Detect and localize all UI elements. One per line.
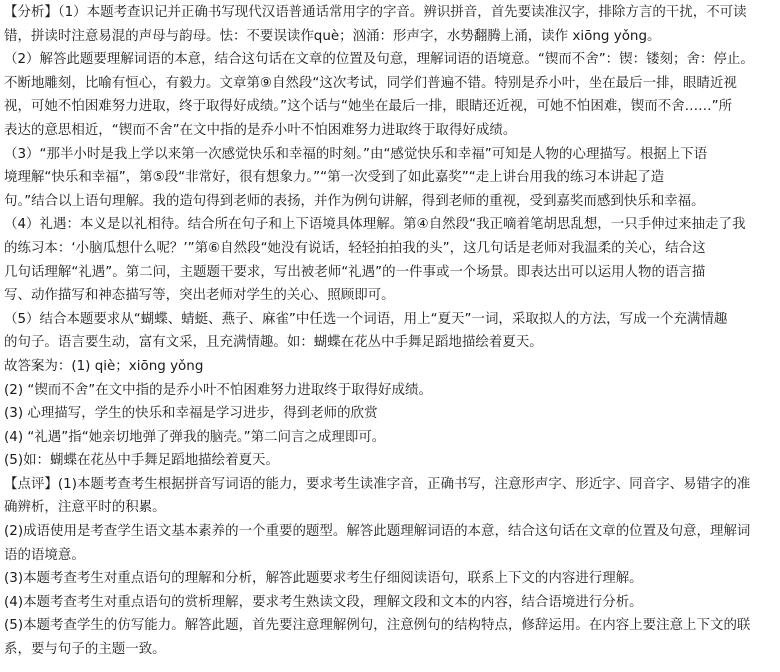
analysis-part-4	[4, 213, 778, 307]
analysis-part-5	[4, 308, 778, 355]
text-line: 表达的意思相近，“锲而不舍”在文中指的是乔小叶不怕困难努力进取终于取得好成绩。	[4, 121, 517, 138]
text-line: 确辨析，注意平时的积累。	[4, 499, 166, 516]
analysis-part-2	[4, 48, 778, 142]
comment-part-2	[4, 520, 778, 567]
text-line: (5)本题考查学生的仿写能力。解答此题，首先要注意理解例句，注意例句的结构特点，修辞运用。在内容上要注意上下文的联	[4, 617, 751, 634]
text-line: 句。”结合以上语句理解。我的造句得到老师的表扬，并作为例句讲解，得到老师的重视，受到嘉奖而感到快乐和幸福。	[4, 192, 705, 209]
text-line: 不断地雕刻，比喻有恒心，有毅力。文章第⑨自然段“这次考试，同学们普遍不错。特别是乔小叶，坐在最后一排，眼睛近视	[4, 74, 737, 91]
text-line: 的句子。语言要生动，富有文采，且充满情趣。如：蝴蝶在花丛中手舞足蹈地描绘着夏天。	[4, 334, 543, 351]
comment-part-3	[4, 567, 778, 591]
text-line: 【点评】(1)本题考查考生根据拼音写词语的能力，要求考生读准字音，正确书写，注意形声字、形近字、同音字、易错字的准	[4, 475, 751, 492]
analysis-part-3	[4, 143, 778, 214]
text-line: (2)成语使用是考查学生语文基本素养的一个重要的题型。解答此题理解词语的本意，结合这句话在文章的位置及句意，理解词	[4, 523, 751, 540]
analysis-part-1	[4, 1, 778, 48]
answer-line: (3) 心理描写，学生的快乐和幸福是学习进步，得到老师的欣赏	[4, 405, 378, 422]
text-line: 【分析】（1）本题考查识记并正确书写现代汉语普通话常用字的字音。辨识拼音，首先要读准汉字，排除方言的干扰，不可读	[4, 4, 747, 20]
text-line: （5）结合本题要求从“蝴蝶、蜻蜓、燕子、麻雀”中任选一个词语，用上“夏天”一词，采取拟人的方法，写成一个充满情趣	[4, 310, 728, 327]
text-line: 的练习本：‘小脑瓜想什么呢？’”第⑥自然段“她没有说话，轻轻拍拍我的头”，这几句话是老师对我温柔的关心，结合这	[4, 239, 706, 256]
text-line: 境理解“快乐和幸福”，第⑤段“非常好，很有想象力。”“第一次受到了如此嘉奖”“走上讲台用我的练习本讲起了造	[4, 169, 665, 186]
answer-line: (2) “锲而不舍”在文中指的是乔小叶不怕困难努力进取终于取得好成绩。	[4, 381, 432, 398]
answer-line: (4) “礼遇”指“她亲切地弹了弹我的脑壳。”第二问言之成理即可。	[4, 428, 386, 445]
comment-part-1	[4, 473, 778, 520]
answer-line: 故答案为：(1) qiè；xiōng yǒng	[4, 357, 204, 374]
comment-part-5	[4, 614, 778, 661]
text-line: （2）解答此题要理解词语的本意，结合这句话在文章的位置及句意，理解词语的语境意。“锲而不舍”：锲：镂刻；舍：停止。	[4, 51, 754, 68]
text-line: 错，拼读时注意易混的声母与韵母。怯：不要误读作què；汹涌：形声字，水势翻腾上涌，读作 xiōng yǒng。	[4, 27, 661, 44]
text-line: （4）礼遇：本义是以礼相待。结合所在句子和上下语境具体理解。第④自然段“我正嘀着笔胡思乱想，一只手伸过来抽走了我	[4, 216, 746, 233]
text-line: （3）“那半小时是我上学以来第一次感觉快乐和幸福的时刻。”由“感觉快乐和幸福”可知是人物的心理描写。根据上下语	[4, 145, 708, 162]
text-line: (3)本题考查考生对重点语句的理解和分析，解答此题要求考生仔细阅读语句，联系上下文的内容进行理解。	[4, 570, 643, 587]
text-line: 写、动作描写和神态描写等，突出老师对学生的关心、照顾即可。	[4, 287, 395, 304]
answer-line: (5)如：蝴蝶在花丛中手舞足蹈地描绘着夏天。	[4, 452, 279, 469]
text-line: 语的语境意。	[4, 546, 85, 563]
text-line: 几句话理解“礼遇”。第二问，主题题干要求，写出被老师“礼遇”的一件事或一个场景。即表达出可以运用人物的语言描	[4, 263, 706, 280]
comment-part-4	[4, 591, 778, 615]
text-line: 视，可她不怕困难努力进取，终于取得好成绩。”这个话与“她坐在最后一排，眼睛还近视，可她不怕困难，锲而不舍……”所	[4, 98, 733, 115]
text-line: (4)本题考查考生对重点语句的赏析理解，要求考生熟读文段，理解文段和文本的内容，结合语境进行分析。	[4, 593, 643, 610]
answer-block	[4, 355, 778, 473]
text-line: 系，要与句子的主题一致。	[4, 641, 166, 658]
